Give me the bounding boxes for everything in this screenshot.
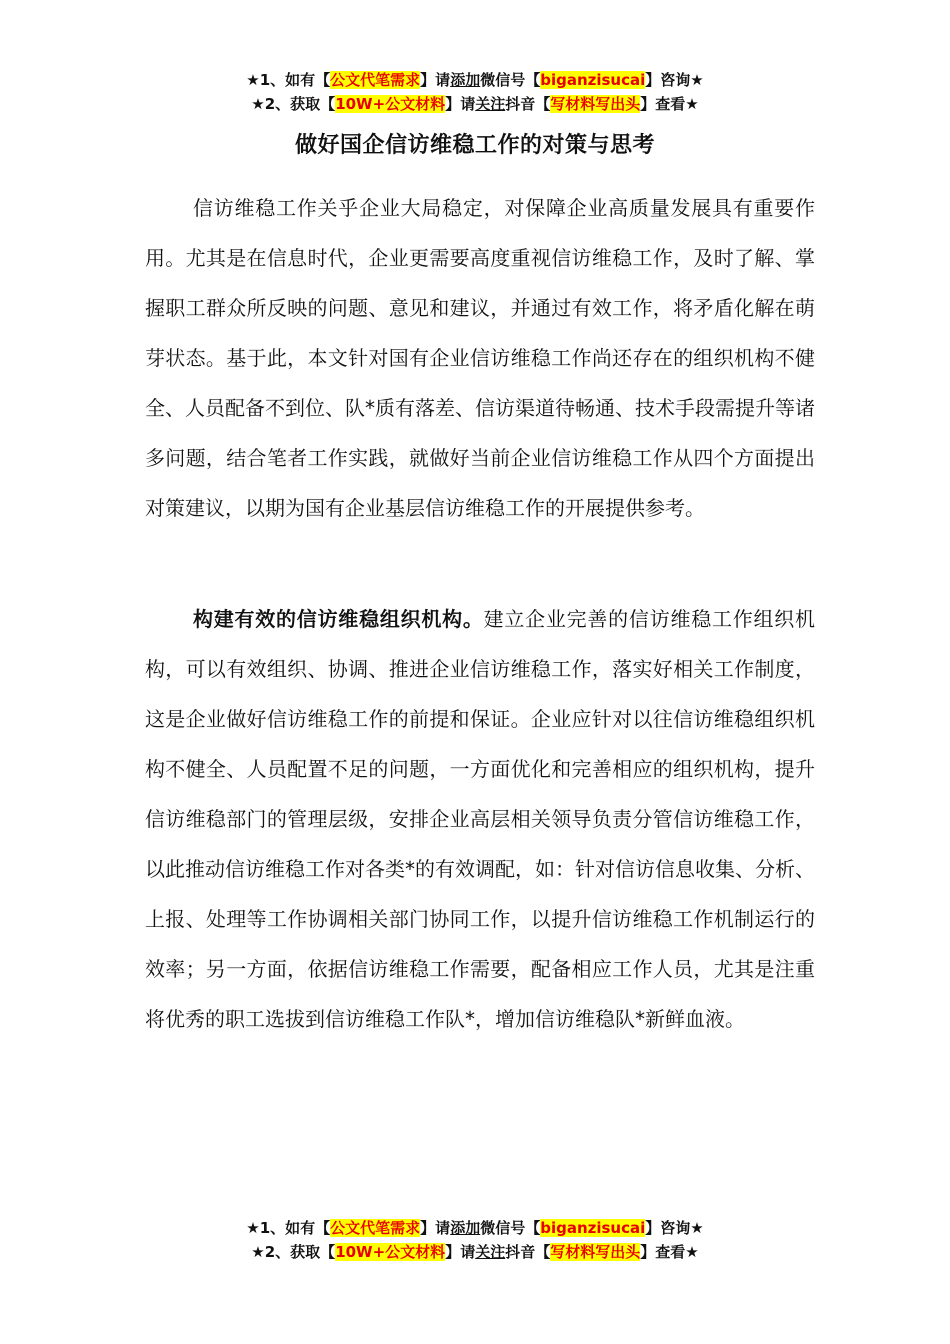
promo-line-2-mid: 】请 xyxy=(445,1243,476,1261)
promo-line-1-prefix: ★1、如有【 xyxy=(246,1219,331,1237)
promo-highlight-ghostwriting: 公文代笔需求 xyxy=(330,71,421,89)
promo-line-1-suffix: 】咨询★ xyxy=(645,71,704,89)
promo-line-1-prefix: ★1、如有【 xyxy=(246,71,331,89)
promo-line-1-mid: 】请 xyxy=(420,71,451,89)
promo-line-2-mid: 】请 xyxy=(445,95,476,113)
promo-highlight-wechat-id: biganzisucai xyxy=(540,1219,646,1237)
paragraph-body: 建立企业完善的信访维稳工作组织机构，可以有效组织、协调、推进企业信访维稳工作，落实好相关工作制度，这是企业做好信访维稳工作的前提和保证。企业应针对以往信访维稳组织机构不健全、人员配置不足的问题，一方面优化和完善相应的组织机构，提升信访维稳部门的管理层级，安排企业高层相关领导负责分管信访维稳工作，以此推动信访维稳工作对各类*的有效调配，如：针对信访信息收集、分析、上报、处理等工作协调相关部门协同工作，以提升信访维稳工作机制运行的效率；另一方面，依据信访维稳工作需要，配备相应工作人员，尤其是注重将优秀的职工选拔到信访维稳工作队*，增加信访维稳队*新鲜血液。 xyxy=(145,607,816,1031)
promo-highlight-wechat-id: biganzisucai xyxy=(540,71,646,89)
promo-line-1 xyxy=(0,68,950,92)
promo-line-2-suffix: 】查看★ xyxy=(640,95,699,113)
promo-line-1-suffix: 】咨询★ xyxy=(645,1219,704,1237)
promo-line-2-mid2: 抖音【 xyxy=(505,95,551,113)
top-promo-banner xyxy=(0,68,950,116)
promo-underlined-follow: 关注 xyxy=(475,95,506,113)
paragraph-organization xyxy=(145,594,815,1044)
promo-line-2-suffix: 】查看★ xyxy=(640,1243,699,1261)
promo-line-1-mid2: 微信号【 xyxy=(480,71,541,89)
promo-line-1 xyxy=(0,1216,950,1240)
promo-line-2-mid2: 抖音【 xyxy=(505,1243,551,1261)
promo-line-1-mid2: 微信号【 xyxy=(480,1219,541,1237)
promo-highlight-ghostwriting: 公文代笔需求 xyxy=(330,1219,421,1237)
promo-line-2-prefix: ★2、获取【 xyxy=(251,95,336,113)
promo-underlined-follow: 关注 xyxy=(475,1243,506,1261)
document-title: 做好国企信访维稳工作的对策与思考 xyxy=(294,133,655,158)
promo-highlight-douyin: 写材料写出头 xyxy=(550,1243,641,1261)
promo-line-1-mid: 】请 xyxy=(420,1219,451,1237)
paragraph-lead-heading: 构建有效的信访维稳组织机构。 xyxy=(193,607,484,631)
promo-line-2 xyxy=(0,92,950,116)
promo-highlight-materials: 10W+公文材料 xyxy=(335,1243,446,1261)
promo-line-2-prefix: ★2、获取【 xyxy=(251,1243,336,1261)
promo-line-2 xyxy=(0,1240,950,1264)
promo-underlined-add: 添加 xyxy=(450,1219,481,1237)
paragraph-intro: 信访维稳工作关乎企业大局稳定，对保障企业高质量发展具有重要作用。尤其是在信息时代，企业更需要高度重视信访维稳工作，及时了解、掌握职工群众所反映的问题、意见和建议，并通过有效工作，将矛盾化解在萌芽状态。基于此，本文针对国有企业信访维稳工作尚还存在的组织机构不健全、人员配备不到位、队*质有落差、信访渠道待畅通、技术手段需提升等诸多问题，结合笔者工作实践，就做好当前企业信访维稳工作从四个方面提出对策建议，以期为国有企业基层信访维稳工作的开展提供参考。 xyxy=(145,196,815,520)
promo-underlined-add: 添加 xyxy=(450,71,481,89)
bottom-promo-banner xyxy=(0,1216,950,1264)
promo-highlight-douyin: 写材料写出头 xyxy=(550,95,641,113)
promo-highlight-materials: 10W+公文材料 xyxy=(335,95,446,113)
